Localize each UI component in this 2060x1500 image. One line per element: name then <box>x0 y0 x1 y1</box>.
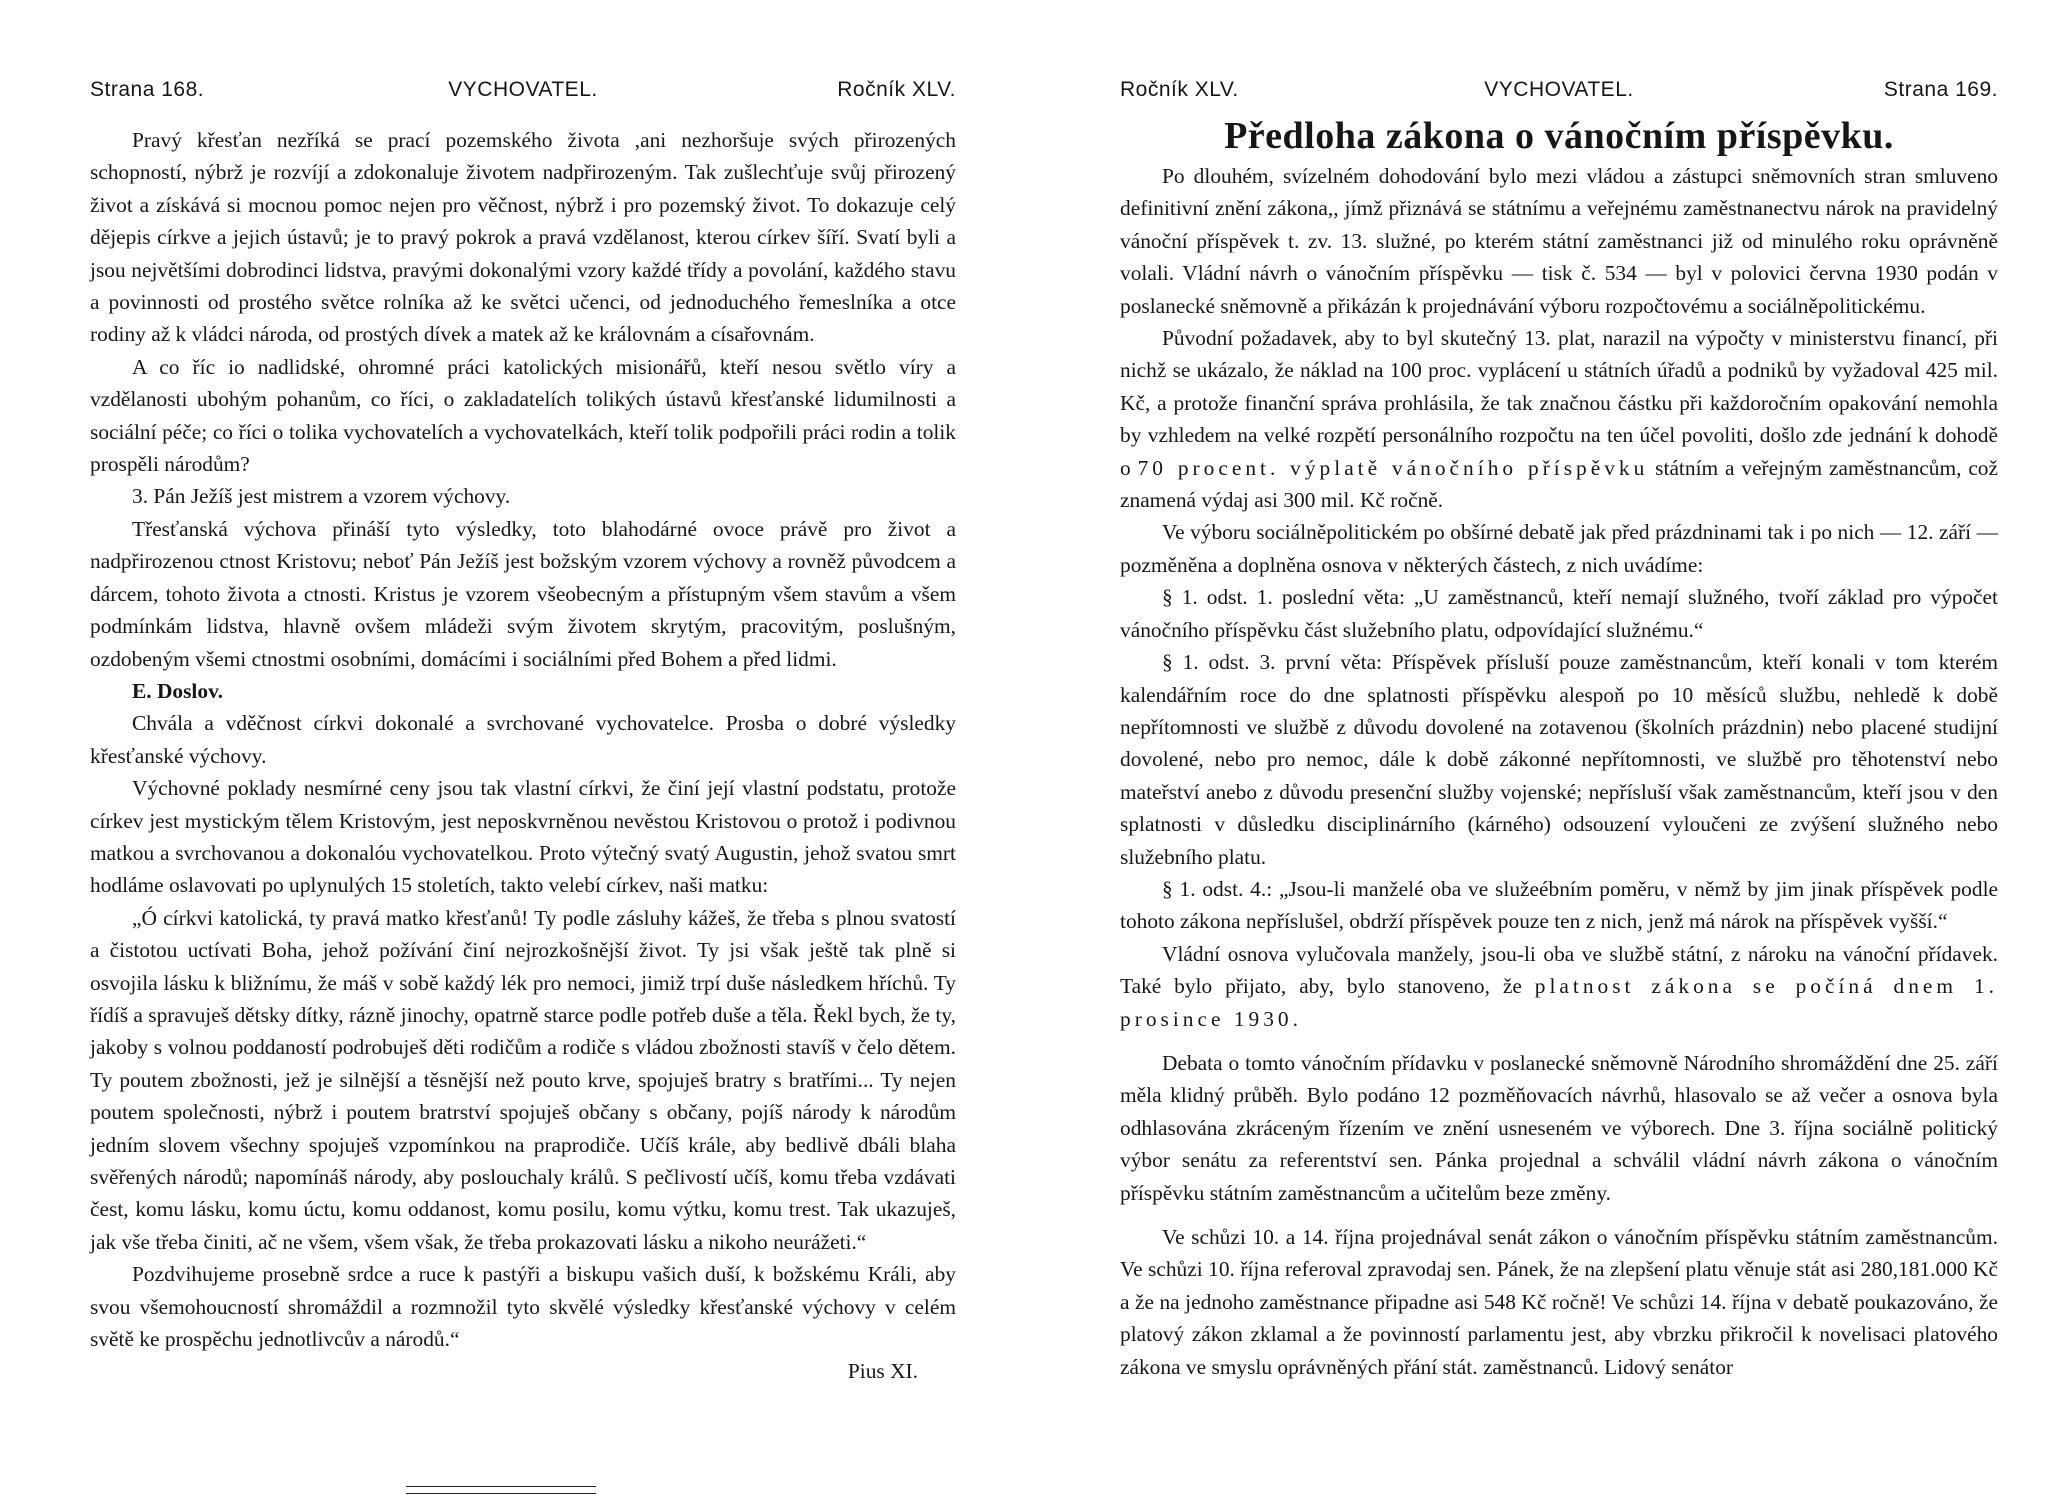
paragraph: Debata o tomto vánočním přídavku v poslanecké sněmovně Národního shromáždění dne 25. září měla klidný průběh. Bylo podáno 12 pozměňovacích návrhů, hlasovalo se až večer a osnova byla odhlasována zkráceným řízením ve znění usneseném ve výborech. Dne 3. října sociálně politický výbor senátu za referentství sen. Pánka projednal a schválil vládní návrh zákona o vánočním příspěvku státním zaměstnancům a učitelům beze změny. <box>1120 1050 1998 1205</box>
left-page-number: Strana 168. <box>90 78 205 101</box>
left-volume: Ročník XLV. <box>837 78 956 101</box>
paragraph: Pozdvihujeme prosebně srdce a ruce k pastýři a biskupu vašich duší, k božskému Králi, aby svou všemohoucností shromáždil a rozmnožil tyto skvělé výsledky křesťanské výchovy v celém světě ke prospěchu jednotlivcův a národů.“ <box>90 1262 956 1352</box>
left-body-text <box>90 124 956 1388</box>
paragraph: Výchovné poklady nesmírné ceny jsou tak vlastní církvi, že činí její vlastní podstatu, protože církev jest mystickým tělem Kristovým, jest neposkvrněnou nevěstou Kristovou o protož i podivnou matkou a svrchovanou a dokonalóu vychovatelkou. Proto výtečný svatý Augustin, jehož svatou smrt hodláme oslavovati po uplynulých 15 stoletích, takto velebí církev, naši matku: <box>90 776 956 898</box>
left-running-head <box>90 78 956 108</box>
paragraph: Ve výboru sociálněpolitickém po obšírné debatě jak před prázdninami tak i po nich — 12. září — pozměněna a doplněna osnova v některých částech, z nich uvádíme: <box>1120 520 1998 577</box>
right-body-text <box>1120 160 1998 1383</box>
left-journal-title: VYCHOVATEL. <box>448 78 598 101</box>
paragraph: Chvála a vděčnost církvi dokonalé a svrchované vychovatelce. Prosba o dobré výsledky křesťanské výchovy. <box>90 711 956 768</box>
end-rule <box>406 1486 596 1494</box>
paragraph <box>1120 322 1998 516</box>
paragraph: Třesťanská výchova přináší tyto výsledky, toto blahodárné ovoce právě pro život a nadpřirozenou ctnost Kristovu; neboť Pán Ježíš jest božským vzorem výchovy a rovněž původcem a dárcem, tohoto života a ctnosti. Kristus je vzorem všeobecným a přístupným všem stavům a všem podmínkám lidstva, hlavně ovšem mládeži svým životem skrytým, pracovitým, poslušným, ozdobeným všemi ctnostmi osobními, domácími i sociálními před Bohem a před lidmi. <box>90 516 956 671</box>
law-clause: § 1. odst. 1. poslední věta: „U zaměstnanců, kteří nemají služného, tvoří základ pro výpočet vánočního příspěvku část služebního platu, odpovídající služnému.“ <box>1120 585 1998 642</box>
paragraph: Po dlouhém, svízelném dohodování bylo mezi vládou a zástupci sněmovních stran smluveno definitivní znění zákona,, jímž přiznává se státnímu a veřejnému zaměstnanectvu nárok na pravidelný vánoční příspěvek t. zv. 13. služné, po kterém státní zaměstnanci již od minulého roku oprávněně volali. Vládní návrh o vánočním příspěvku — tisk č. 534 — byl v polovici června 1930 podán v poslanecké sněmovně a přikázán k projednávání výboru rozpočtovému a sociálněpolitickému. <box>1120 164 1998 318</box>
paragraph: Ve schůzi 10. a 14. října projednával senát zákon o vánočním příspěvku státním zaměstnancům. Ve schůzi 10. října referoval zpravodaj sen. Pánek, že na zlepšení platu věnuje stát asi 280,181.000 Kč a že na jednoho zaměstnance připadne asi 548 Kč ročně! Ve schůzi 14. října v debatě poukazováno, že platový zákon zklamal a že povinností parlamentu jest, aby vbrzku přikročil k novelisaci platového zákona ve smyslu oprávněných přání stát. zaměstnanců. Lidový senátor <box>1120 1225 1998 1379</box>
section-heading-doslov: E. Doslov. <box>132 678 223 703</box>
quotation: „Ó církvi katolická, ty pravá matko křesťanů! Ty podle zásluhy kážeš, že třeba s plnou svatostí a čistotou uctívati Boha, jehož požívání činí nejrozkošnější život. Ty jsi však ještě tak plně si osvojila lásku k bližnímu, že máš v sobě každý lék pro nemoci, jimiž trpí duše následkem hříchů. Ty řídíš a spravuješ dětsky dítky, rázně jinochy, opatrně starce podle potřeb duše a těla. Řekl bych, že ty, jakoby s volnou poddaností podrobuješ děti rodičům a rodiče s vládou zbožnosti stavíš v čelo dětem. Ty poutem zbožnosti, jež je silnější a těsnější než pouto krve, spojuješ bratry s bratřími... Ty nejen poutem společnosti, nýbrž i poutem bratrství spojuješ občany s občany, pojíš národy k národům jedním slovem všechny spojuješ vzpomínkou na praprodiče. Učíš krále, aby bedlivě dbáli blaha svěřených národů; napomínáš národy, aby poslouchaly králů. S pečlivostí učíš, komu třeba vzdávati čest, komu lásku, komu úctu, komu oddanost, komu posilu, komu výtku, komu trest. Tak ukazuješ, jak vše třeba činiti, ač ne všem, všem však, že třeba prokazovati lásku a nikoho neurážeti.“ <box>90 905 956 1254</box>
left-page <box>90 0 956 1500</box>
right-page-number: Strana 169. <box>1883 78 1998 101</box>
signature: Pius XI. <box>847 1359 918 1384</box>
text-run: Vládní osnova vylučovala manžely, jsou-li oba ve službě státní, z nároku na vánoční přídavek. Také bylo přijato, aby, bylo stanoveno, že <box>1120 941 1998 999</box>
spaced-emphasis: 70 procent. výplatě vánočního příspěvku <box>1137 455 1649 480</box>
right-running-head <box>1120 78 1998 108</box>
spaced-emphasis: platnost zákona se počíná dnem 1. prosince 1930. <box>1120 974 1999 1031</box>
paragraph: A co říc io nadlidské, ohromné práci katolických misionářů, kteří nesou světlo víry a vzdělanosti ubohým pohanům, co říci, o zakladatelích tolikých ústavů křesťanské lidumilnosti a sociální péče; co říci o tolika vychovatelích a vychovatelkách, kteří tolik podpořili práci rodin a tolik prospěli národům? <box>90 354 956 477</box>
law-clause: § 1. odst. 3. první věta: Příspěvek přísluší pouze zaměstnancům, kteří konali v tom kterém kalendářním roce do dne splatnosti příspěvku alespoň po 10 měsíců službu, nehledě k době nepřítomnosti ve službě z důvodu dovolené na zotavenou (školních prázdnin) nebo placené studijní dovolené, nebo pro nemoc, dále k době zákonné nepřítomnosti, ve službě pro těhotenství nebo mateřství anebo z důvodu presenční služby vojenské; nepřísluší však zaměstnancům, kteří jsou v den splatnosti v důsledku disciplinárního (kárného) odsouzení vyloučeni ze zvýšení služného nebo služebního platu. <box>1120 650 1998 869</box>
right-volume: Ročník XLV. <box>1120 78 1239 101</box>
paragraph: Pravý křesťan nezříká se prací pozemského života ,ani nezhoršuje svých přirozených schopností, nýbrž je rozvíjí a zdokonaluje životem nadpřirozeným. Tak zušlechťuje svůj přirozený život a získává si mocnou pomoc nejen pro věčnost, nýbrž i pro pozemský život. To dokazuje celý dějepis církve a jejich ústavů; je to pravý pokrok a pravá vzdělanost, kterou církev šíří. Svatí byli a jsou největšími dobrodinci lidstva, pravými dokonalými vzory každé třídy a povolání, každého stavu a povinnosti od prostého světce rolníka až ke světci učenci, od jednoduchého řemeslníka a otce rodiny až k vládci národa, od prostých dívek a matek až ke královnám a císařovnám. <box>90 128 956 347</box>
section-subheading: 3. Pán Ježíš jest mistrem a vzorem výchovy. <box>132 484 511 509</box>
paragraph <box>1120 938 1998 1035</box>
article-title: Předloha zákona o vánočním příspěvku. <box>1224 115 1894 157</box>
right-journal-title: VYCHOVATEL. <box>1484 78 1634 101</box>
text-run: státním a veřejným zaměstnancům, což znamená výdaj asi 300 mil. Kč ročně. <box>1120 455 1998 513</box>
text-run: Původní požadavek, aby to byl skutečný 13. plat, narazil na výpočty v ministerstvu financí, při nichž se ukázalo, že náklad na 100 proc. vyplácení u státních úřadů a podniků by vyžadoval 425 mil. Kč, a protože finanční správa prohlásila, že tak značnou částku při každoročním opakování nemohla by vzhledem na velké rozpětí personálního rozpočtu na ten účel povoliti, došlo zde jednání k dohodě o <box>1120 326 1998 480</box>
law-clause: § 1. odst. 4.: „Jsou-li manželé oba ve služeébním poměru, v němž by jim jinak příspěvek podle tohoto zákona nepříslušel, obdrží příspěvek pouze ten z nich, jenž má nárok na příspěvek vyšší.“ <box>1120 876 1998 934</box>
right-page <box>1120 0 1998 1500</box>
